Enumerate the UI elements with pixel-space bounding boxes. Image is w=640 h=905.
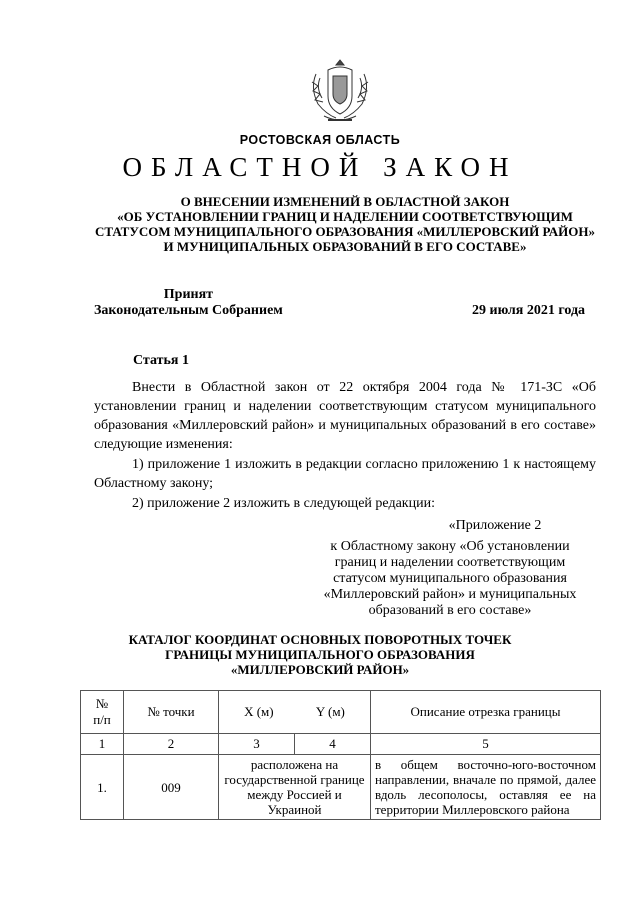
column-numbers-row (81, 734, 601, 755)
article-title: Статья 1 (133, 353, 189, 368)
row-point: 009 (124, 755, 219, 820)
column-number: 4 (295, 734, 371, 755)
adopted-by: Законодательным Собранием (94, 303, 283, 318)
law-subtitle (60, 194, 630, 254)
catalog-title (0, 632, 640, 677)
region-name: РОСТОВСКАЯ ОБЛАСТЬ (239, 133, 401, 147)
header-num-abbr: п/п (93, 712, 111, 727)
column-number: 5 (371, 734, 601, 755)
annex-line: образований в его составе» (368, 603, 532, 618)
annex-reference (300, 518, 600, 619)
row-coords: расположена на государственной границе между Россией и Украиной (219, 755, 371, 820)
paragraph: 2) приложение 2 изложить в следующей редакции: (132, 496, 435, 511)
table-header-row (81, 691, 601, 734)
catalog-title-line: ГРАНИЦЫ МУНИЦИПАЛЬНОГО ОБРАЗОВАНИЯ (165, 647, 475, 662)
header-description: Описание отрезка границы (371, 691, 601, 734)
annex-title: «Приложение 2 (448, 518, 542, 533)
column-number: 2 (124, 734, 219, 755)
row-num: 1. (81, 755, 124, 820)
paragraph: 1) приложение 1 изложить в редакции согласно приложению 1 к настоящему Областному закону; (94, 457, 596, 491)
row-description: в общем восточно-юго-восточном направлении, вначале по прямой, далее вдоль лесополосы, оставляя ее на территории Миллеровского района (371, 755, 601, 820)
header-num-symbol: № (95, 696, 109, 711)
header-point: № точки (124, 691, 219, 734)
column-number: 3 (219, 734, 295, 755)
subtitle-line: СТАТУСОМ МУНИЦИПАЛЬНОГО ОБРАЗОВАНИЯ «МИЛЛЕРОВСКИЙ РАЙОН» (95, 224, 595, 239)
subtitle-line: «ОБ УСТАНОВЛЕНИИ ГРАНИЦ И НАДЕЛЕНИИ СООТВЕТСТВУЮЩИМ (117, 209, 573, 224)
adoption-date: 29 июля 2021 года (472, 303, 586, 318)
header-x: X (м) (244, 704, 274, 719)
header-y: Y (м) (315, 704, 345, 719)
header-num (81, 691, 124, 734)
coat-of-arms-icon (306, 56, 374, 126)
law-title: ОБЛАСТНОЙ ЗАКОН (122, 152, 518, 182)
annex-line: «Миллеровский район» и муниципальных (323, 587, 577, 602)
annex-line: статусом муниципального образования (333, 571, 567, 586)
subtitle-line: И МУНИЦИПАЛЬНЫХ ОБРАЗОВАНИЙ В ЕГО СОСТАВЕ» (163, 239, 527, 254)
catalog-title-line: «МИЛЛЕРОВСКИЙ РАЙОН» (230, 662, 410, 677)
header-coords (219, 691, 371, 734)
paragraph: Внести в Областной закон от 22 октября 2004 года № 171-ЗС «Об установлении границ и наделении соответствующим статусом муниципального образования «Миллеровский район» и муниципальных образований в его составе» следующие изменения: (94, 380, 596, 452)
adoption-block (94, 287, 283, 319)
catalog-title-line: КАТАЛОГ КООРДИНАТ ОСНОВНЫХ ПОВОРОТНЫХ ТОЧЕК (128, 632, 512, 647)
column-number: 1 (81, 734, 124, 755)
annex-line: к Областному закону «Об установлении (330, 539, 570, 554)
adopted-label: Принят (163, 287, 214, 302)
subtitle-line: О ВНЕСЕНИИ ИЗМЕНЕНИЙ В ОБЛАСТНОЙ ЗАКОН (180, 194, 510, 209)
annex-line: границ и наделении соответствующим (334, 555, 566, 570)
table-row (81, 755, 601, 820)
coordinates-table (80, 690, 601, 820)
